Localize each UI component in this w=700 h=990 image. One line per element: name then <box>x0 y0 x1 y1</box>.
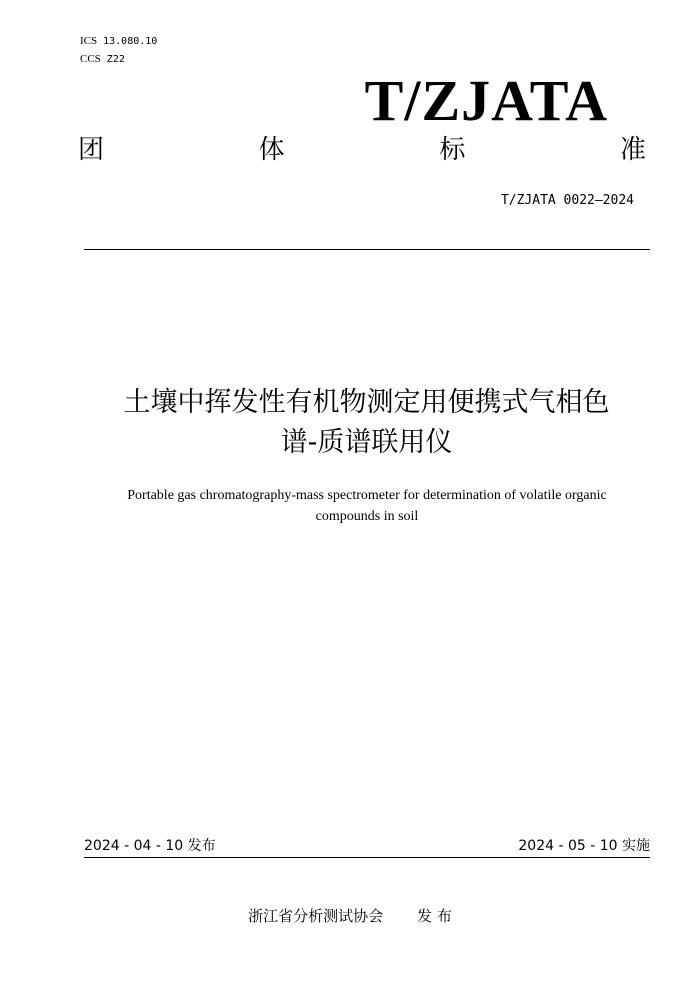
publisher <box>0 905 700 926</box>
implementation-date: 2024 - 05 - 10 实施 <box>518 838 650 854</box>
ccs-value: Z22 <box>106 54 125 65</box>
standard-number: T/ZJATA 0022—2024 <box>500 193 634 208</box>
chinese-title-line: 土壤中挥发性有机物测定用便携式气相色 <box>123 387 610 418</box>
issue-date: 2024 - 04 - 10 发布 <box>84 838 216 854</box>
standard-type-char: 准 <box>619 135 646 165</box>
chinese-title <box>80 383 653 463</box>
ccs-label: CCS <box>80 53 101 65</box>
ccs-code <box>80 53 125 65</box>
standard-type-char: 标 <box>439 135 466 165</box>
english-title <box>76 485 658 527</box>
ics-value: 13.080.10 <box>103 36 158 47</box>
publisher-action: 发 布 <box>417 907 452 925</box>
standard-logo: T/ZJATA <box>364 68 608 133</box>
ics-label: ICS <box>80 35 98 47</box>
top-divider <box>84 249 650 250</box>
english-title-line: compounds in soil <box>315 509 419 524</box>
english-title-line: Portable gas chromatography-mass spectrometer for determination of volatile organic <box>127 488 607 503</box>
standard-type-heading <box>78 137 646 163</box>
publisher-name: 浙江省分析测试协会 <box>248 907 384 925</box>
standard-type-char: 体 <box>258 135 285 165</box>
chinese-title-line: 谱-质谱联用仪 <box>280 427 453 458</box>
bottom-divider <box>84 857 650 858</box>
ics-code <box>80 35 157 47</box>
standard-type-char: 团 <box>78 135 105 165</box>
